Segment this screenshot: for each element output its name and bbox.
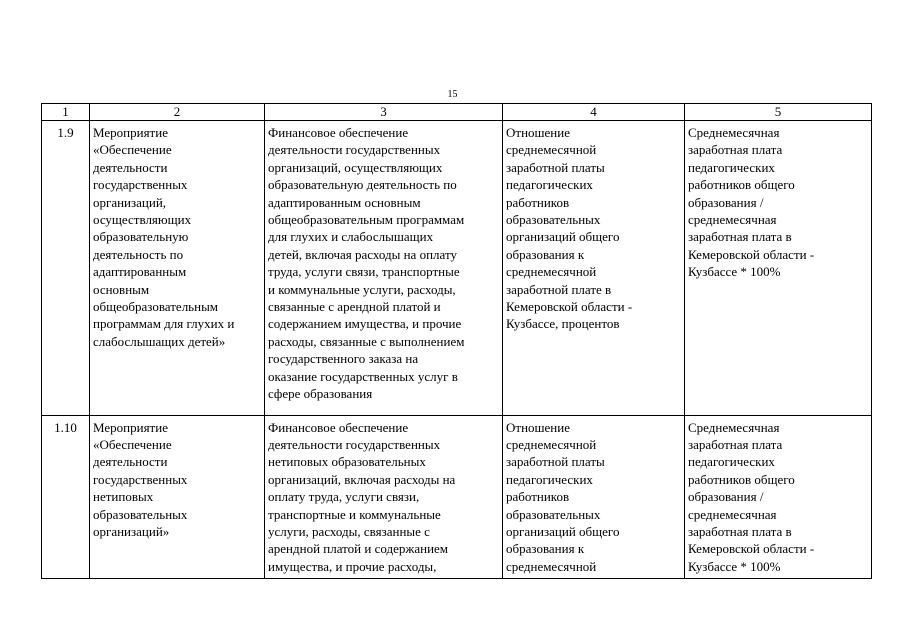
table-row — [42, 415, 872, 578]
page-number: 15 — [447, 89, 458, 100]
indicator-cell: Отношение среднемесячной заработной платы педагогических работников образовательных организаций общего образования к среднемесячной заработной плате в Кемеровской области - Кузбассе, процентов — [503, 121, 685, 416]
table-row — [42, 121, 872, 416]
column-header-1: 1 — [42, 104, 90, 121]
event-name-cell: Мероприятие «Обеспечение деятельности государственных организаций, осуществляющих образовательную деятельность по адаптированным основным общеобразовательным программам для глухих и слабослышащих детей» — [90, 121, 265, 416]
description-cell: Финансовое обеспечение деятельности государственных нетиповых образовательных организаций, включая расходы на оплату труда, услуги связи, транспортные и коммунальные услуги, расходы, связанные с арендной платой и содержанием имущества, и прочие расходы, — [265, 415, 503, 578]
indicator-cell: Отношение среднемесячной заработной платы педагогических работников образовательных организаций общего образования к среднемесячной — [503, 415, 685, 578]
formula-cell: Среднемесячная заработная плата педагогических работников общего образования / среднемесячная заработная плата в Кемеровской области - Кузбассе * 100% — [685, 415, 872, 578]
column-header-4: 4 — [503, 104, 685, 121]
program-table — [41, 103, 872, 579]
description-cell: Финансовое обеспечение деятельности государственных организаций, осуществляющих образовательную деятельность по адаптированным основным общеобразовательным программам для глухих и слабослышащих детей, включая расходы на оплату труда, услуги связи, транспортные и коммунальные услуги, расходы, связанные с арендной платой и содержанием имущества, и прочие расходы, связанные с выполнением государственного заказа на оказание государственных услуг в сфере образования — [265, 121, 503, 416]
table-header-row — [42, 104, 872, 121]
formula-cell: Среднемесячная заработная плата педагогических работников общего образования / среднемесячная заработная плата в Кемеровской области - Кузбассе * 100% — [685, 121, 872, 416]
column-header-5: 5 — [685, 104, 872, 121]
row-number: 1.9 — [42, 121, 90, 416]
column-header-3: 3 — [265, 104, 503, 121]
row-number: 1.10 — [42, 415, 90, 578]
column-header-2: 2 — [90, 104, 265, 121]
event-name-cell: Мероприятие «Обеспечение деятельности государственных нетиповых образовательных организаций» — [90, 415, 265, 578]
